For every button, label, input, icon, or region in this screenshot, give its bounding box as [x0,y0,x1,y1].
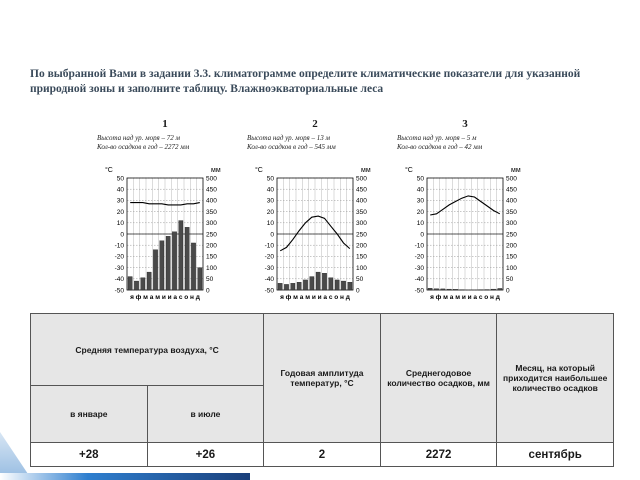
climatogram-number: 2 [312,118,318,130]
precip-bar [348,282,352,290]
temp-tick-label: -20 [264,253,274,261]
value-amplitude[interactable]: 2 [264,443,381,467]
precip-bar [284,284,288,290]
precip-tick-label: 450 [356,186,367,194]
temp-tick-label: -10 [414,242,424,250]
temp-tick-label: 10 [116,220,124,228]
precip-tick-label: 400 [206,197,217,205]
precip-tick-label: 100 [206,264,217,272]
temp-tick-label: 40 [416,186,424,194]
temp-tick-label: 30 [416,197,424,205]
precip-tick-label: 350 [206,208,217,216]
precip-tick-label: 50 [356,276,364,284]
temp-tick-label: 10 [266,220,274,228]
header-annual-amplitude: Годовая амплитуда температур, °С [264,314,381,443]
precip-bar [185,227,189,290]
precip-tick-label: 500 [356,175,367,183]
precip-tick-label: 100 [506,264,517,272]
precip-bar [329,278,333,290]
precip-bar [498,288,502,290]
temp-tick-label: 0 [270,231,274,239]
climatogram-1 [95,118,235,300]
height-label: Высота над ур. моря – 72 м [97,134,180,142]
temp-tick-label: -20 [114,253,124,261]
header-january: в январе [31,386,148,443]
precip-tick-label: 400 [506,197,517,205]
precip-bar [128,277,132,290]
header-avg-temperature: Средняя температура воздуха, °С [31,314,264,386]
precip-tick-label: 500 [506,175,517,183]
temp-tick-label: -40 [414,276,424,284]
climatogram-plot [245,118,385,300]
value-january[interactable]: +28 [31,443,148,467]
unit-precip-label: мм [511,167,521,174]
precip-tick-label: 450 [506,186,517,194]
precip-bar [453,289,457,290]
unit-temp-label: °C [105,167,113,174]
climatogram-number: 3 [462,118,468,130]
precip-bar [335,280,339,290]
precip-bar [428,288,432,290]
precip-tick-label: 500 [206,175,217,183]
precip-tick-label: 450 [206,186,217,194]
temp-tick-label: -30 [264,264,274,272]
temp-tick-label: 20 [116,208,124,216]
months-label: я ф м а м и и а с о н д [280,294,350,301]
precip-bar [191,243,195,290]
header-july: в июле [147,386,264,443]
task-title: По выбранной Вами в задании 3.3. климатограмме определите климатические показатели для указанной природной зоны и заполните таблицу. Влажноэкваториальные леса [30,68,581,95]
precip-bar [147,272,151,290]
value-precipitation[interactable]: 2272 [380,443,497,467]
unit-temp-label: °C [405,167,413,174]
precip-bar [447,289,451,290]
climatogram-plot [95,118,235,300]
temp-tick-label: -10 [114,242,124,250]
header-max-precip-month: Месяц, на который приходится наибольшее количество осадков [497,314,614,443]
temp-tick-label: 50 [416,175,424,183]
precipitation-label: Кол-во осадков в год – 545 мм [247,143,336,151]
precip-tick-label: 150 [506,253,517,261]
unit-precip-label: мм [211,167,221,174]
months-label: я ф м а м и и а с о н д [430,294,500,301]
precip-tick-label: 0 [506,287,510,295]
precipitation-label: Кол-во осадков в год – 42 мм [397,143,483,151]
precip-tick-label: 200 [206,242,217,250]
precip-bar [341,281,345,290]
decorative-bar [0,473,250,480]
precip-bar [198,268,202,290]
precipitation-label: Кол-во осадков в год – 2272 мм [97,143,190,151]
precip-tick-label: 150 [206,253,217,261]
precip-bar [297,282,301,290]
unit-temp-label: °C [255,167,263,174]
climatogram-number: 1 [162,118,168,130]
precip-bar [166,236,170,290]
temp-tick-label: 30 [266,197,274,205]
temp-tick-label: 40 [116,186,124,194]
precip-bar [278,283,282,290]
precip-bar [172,232,176,290]
height-label: Высота над ур. моря – 5 м [397,134,477,142]
precip-tick-label: 0 [206,287,210,295]
climatogram-plot [395,118,535,300]
temp-tick-label: 50 [266,175,274,183]
climatogram-2 [245,118,385,300]
temp-tick-label: 40 [266,186,274,194]
precip-tick-label: 50 [506,276,514,284]
precip-tick-label: 50 [206,276,214,284]
precip-bar [291,283,295,290]
precip-bar [153,250,157,290]
precip-bar [134,281,138,290]
temp-tick-label: -30 [414,264,424,272]
precip-tick-label: 250 [356,231,367,239]
temp-tick-label: -10 [264,242,274,250]
height-label: Высота над ур. моря – 13 м [247,134,330,142]
temp-tick-label: -40 [114,276,124,284]
precip-bar [316,272,320,290]
precip-bar [310,277,314,290]
precip-bar [141,278,145,290]
precip-tick-label: 350 [506,208,517,216]
temp-tick-label: 50 [116,175,124,183]
header-annual-precipitation: Среднегодовое количество осадков, мм [380,314,497,443]
precip-tick-label: 300 [206,220,217,228]
precip-bar [303,280,307,290]
temp-tick-label: -40 [264,276,274,284]
precip-bar [322,273,326,290]
temp-tick-label: -20 [414,253,424,261]
precip-tick-label: 300 [356,220,367,228]
temp-tick-label: 20 [266,208,274,216]
temp-tick-label: 0 [120,231,124,239]
precip-tick-label: 250 [506,231,517,239]
precip-tick-label: 200 [356,242,367,250]
climate-table-container [30,313,614,465]
temp-tick-label: -50 [414,287,424,295]
precip-bar [434,289,438,290]
climate-table [30,313,614,467]
unit-precip-label: мм [361,167,371,174]
months-label: я ф м а м и и а с о н д [130,294,200,301]
precip-bar [160,241,164,290]
precip-tick-label: 100 [356,264,367,272]
precip-tick-label: 150 [356,253,367,261]
precip-tick-label: 250 [206,231,217,239]
value-max-month[interactable]: сентябрь [497,443,614,467]
precip-bar [179,221,183,290]
precip-bar [491,289,495,290]
precip-bar [441,289,445,290]
temp-tick-label: 30 [116,197,124,205]
temp-tick-label: -50 [114,287,124,295]
temp-tick-label: -50 [264,287,274,295]
precip-tick-label: 200 [506,242,517,250]
value-july[interactable]: +26 [147,443,264,467]
precip-tick-label: 300 [506,220,517,228]
precip-tick-label: 0 [356,287,360,295]
decorative-accent [0,404,28,474]
temp-tick-label: 0 [420,231,424,239]
temp-tick-label: 10 [416,220,424,228]
temp-tick-label: 20 [416,208,424,216]
precip-tick-label: 400 [356,197,367,205]
temp-tick-label: -30 [114,264,124,272]
precip-tick-label: 350 [356,208,367,216]
climatogram-3 [395,118,535,300]
